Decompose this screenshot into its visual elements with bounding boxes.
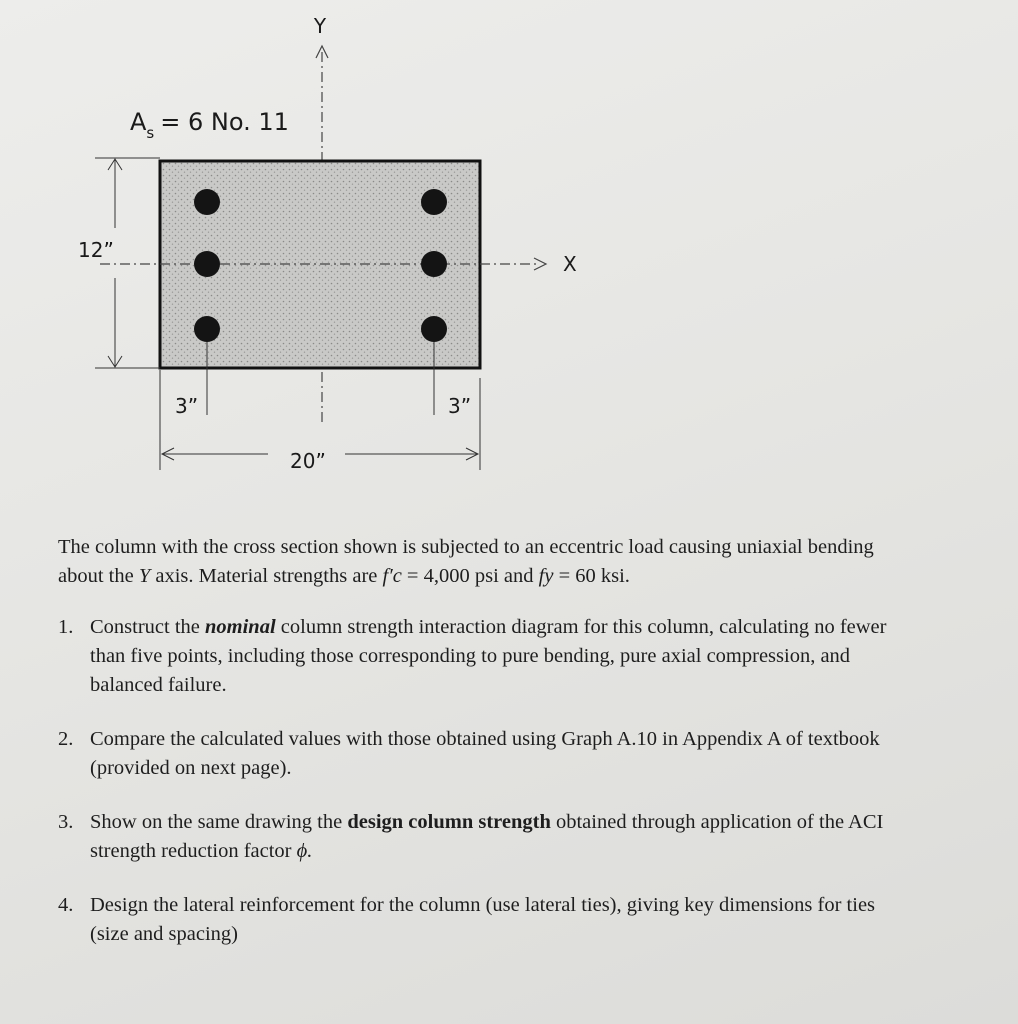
question-number: 2. [58, 728, 74, 750]
rebar [194, 189, 220, 215]
column-cross-section-figure [0, 0, 1018, 500]
rebar [421, 189, 447, 215]
rebar [194, 316, 220, 342]
question-text: Construct the nominal column strength interaction diagram for this column, calculating no fewer than five points, including those corresponding to pure bending, pure axial compression, and balanced failure. [90, 616, 887, 696]
height-dimension-label: 12” [78, 238, 114, 262]
fy-symbol: fy [538, 565, 554, 587]
x-axis-label: X [563, 252, 577, 276]
problem-statement [58, 533, 958, 974]
y-axis-label: Y [313, 14, 327, 38]
question-number: 3. [58, 811, 74, 833]
question-number: 4. [58, 894, 74, 916]
fc-symbol: f′c [382, 565, 402, 587]
cover-dimension-left-label: 3” [175, 394, 199, 418]
question-text: Show on the same drawing the design column strength obtained through application of the ACI strength reduction factor ϕ. [90, 811, 884, 862]
axis-symbol: Y [138, 565, 151, 587]
list-item [58, 808, 958, 866]
intro-paragraph: The column with the cross section shown is subjected to an eccentric load causing uniaxial bending about the Y axis. Material strengths are f′c = 4,000 psi and fy = 60 ksi. [58, 536, 874, 587]
rebar [421, 316, 447, 342]
steel-area-label: $A_s = 6$ No. 11 [130, 108, 289, 142]
list-item [58, 613, 958, 700]
question-list [58, 613, 958, 949]
rebar [421, 251, 447, 277]
list-item [58, 891, 958, 949]
question-text: Compare the calculated values with those obtained using Graph A.10 in Appendix A of textbook (provided on next page). [90, 728, 880, 779]
question-number: 1. [58, 616, 74, 638]
question-text: Design the lateral reinforcement for the column (use lateral ties), giving key dimensions for ties (size and spacing) [90, 894, 876, 945]
list-item [58, 725, 958, 783]
width-dimension-label: 20” [290, 449, 326, 473]
rebar [194, 251, 220, 277]
cover-dimension-right-label: 3” [448, 394, 472, 418]
